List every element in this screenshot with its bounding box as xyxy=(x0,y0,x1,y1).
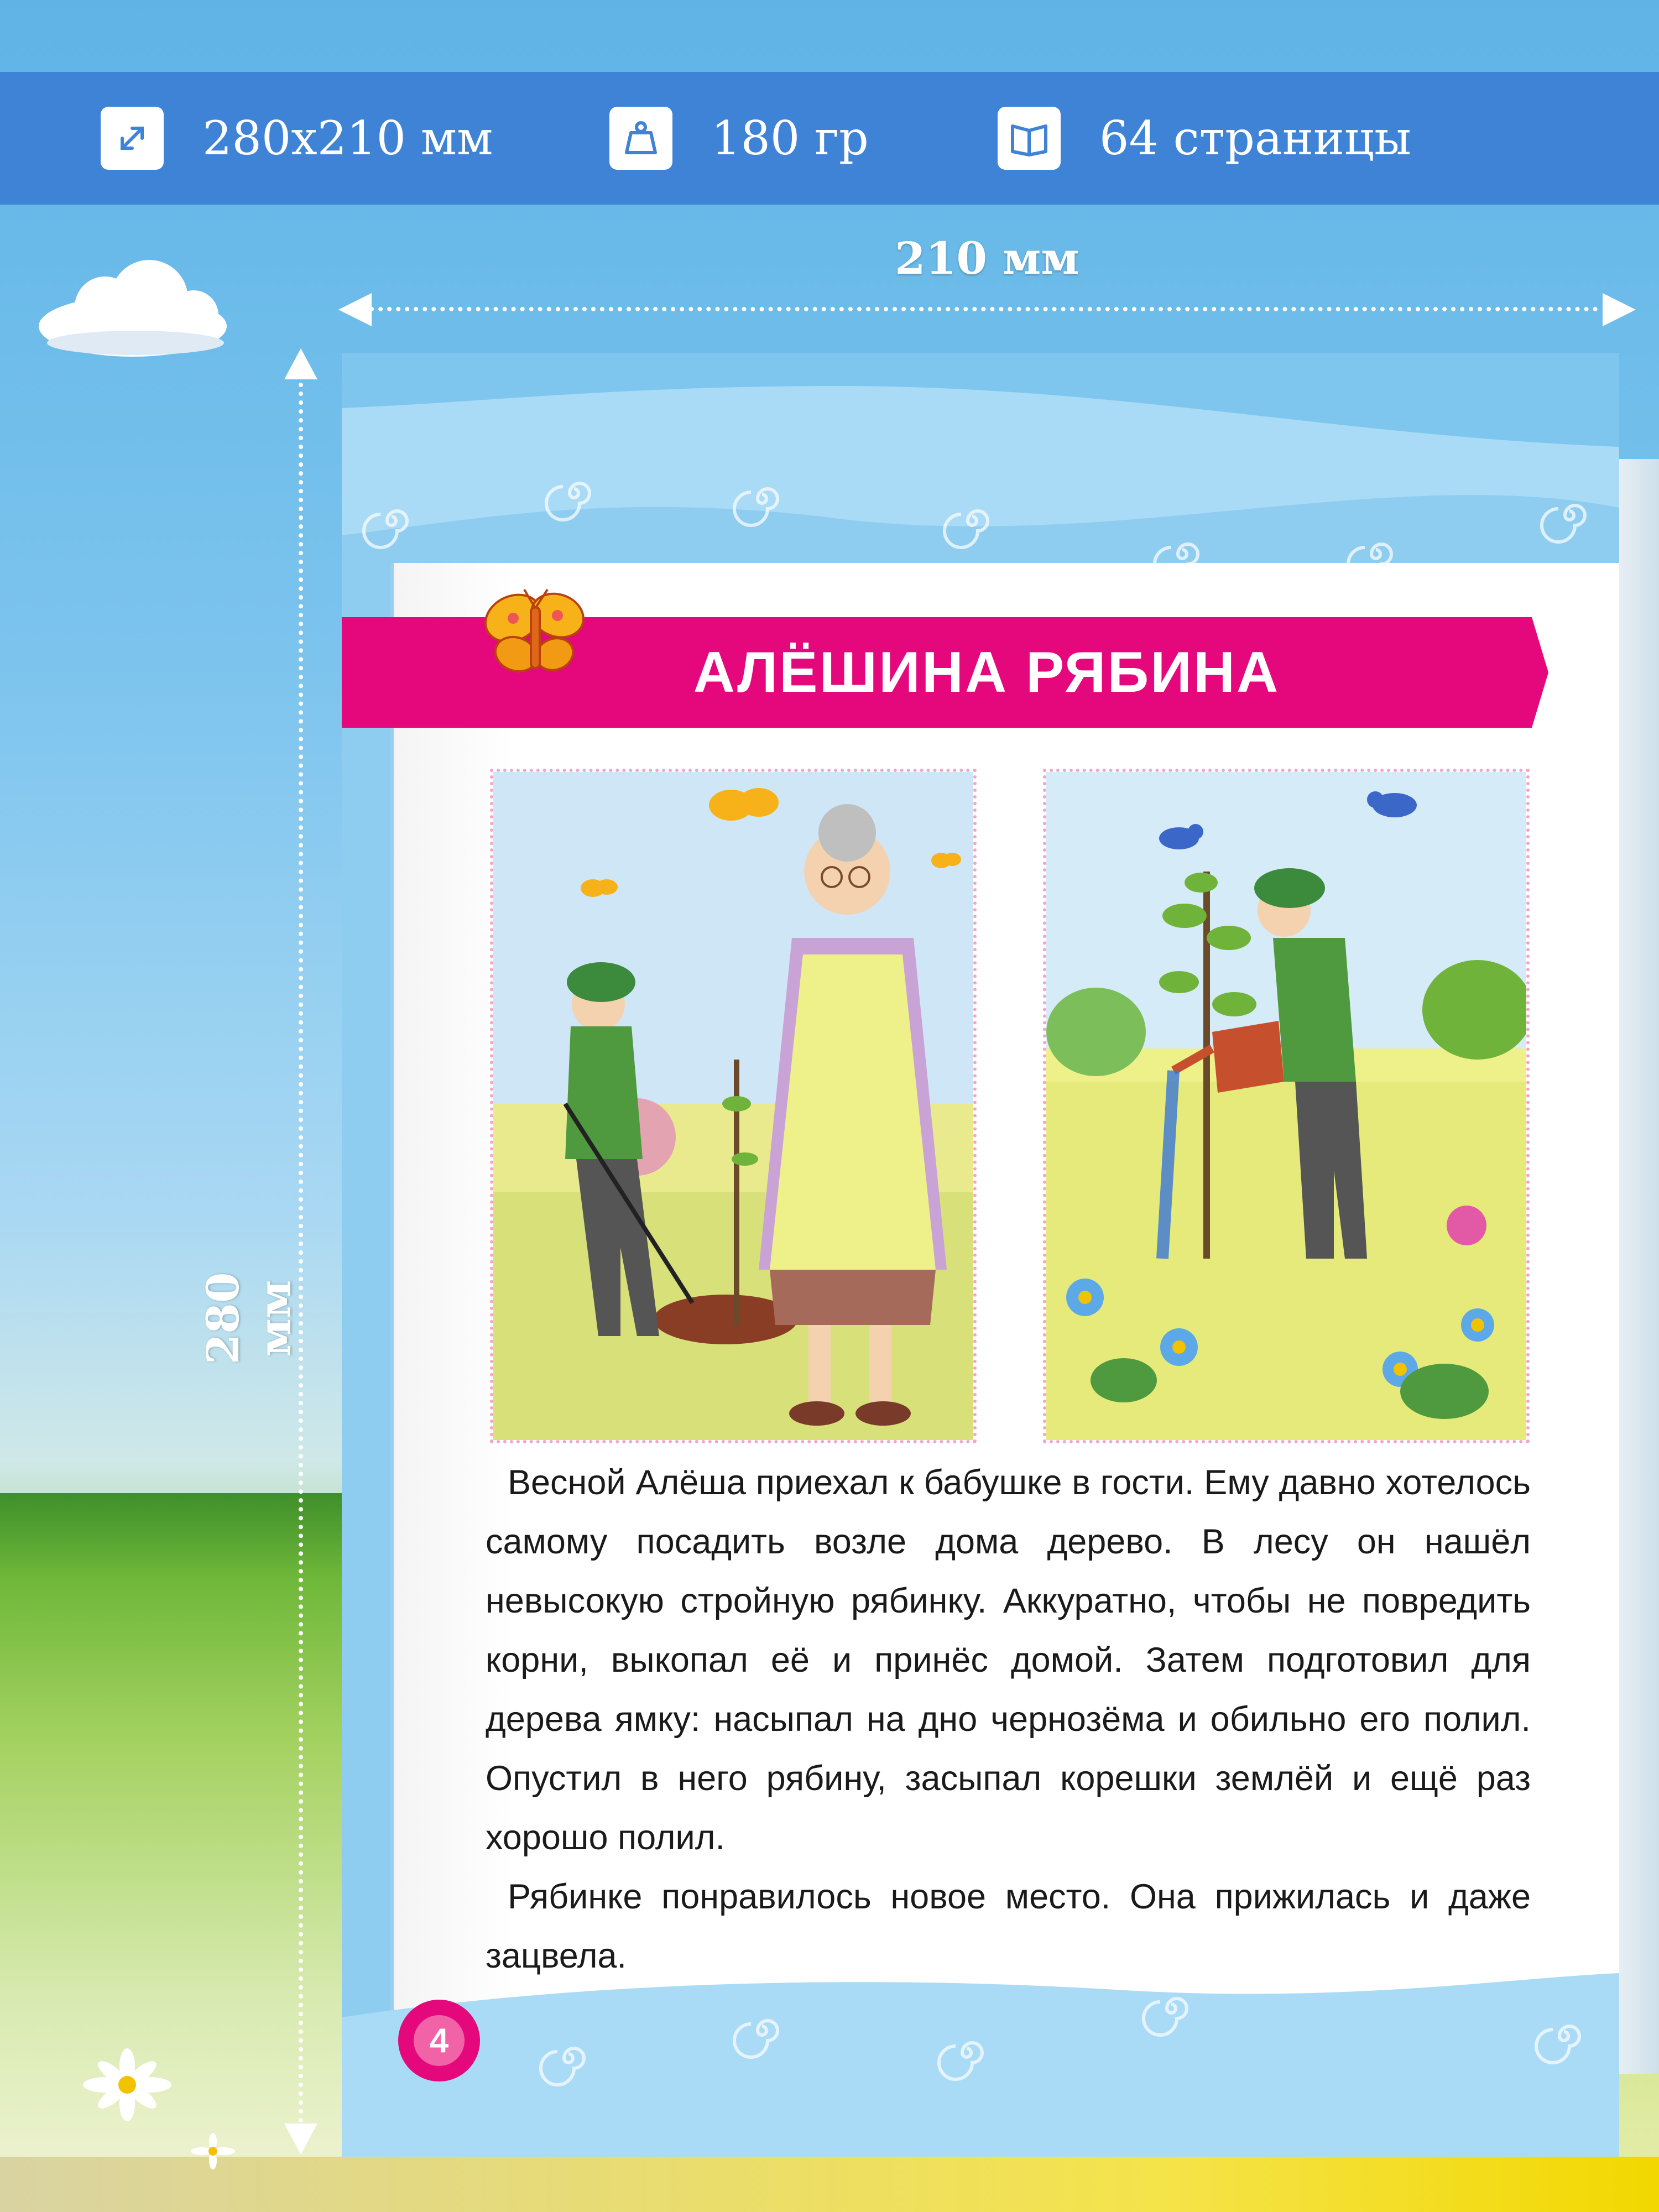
story-paragraph: Весной Алёша приехал к бабушке в гости. Ему давно хотелось самому посадить возле дома дерево. В лесу он нашёл невысокую стройную рябинку. Аккуратно, чтобы не повредить корни, выкопал её и принёс домой. Затем подготовил для дерева ямку: насыпал на дно чернозёма и обильно его полил. Опустил в него рябину, засыпал корешки землёй и ещё раз хорошо полил. xyxy=(486,1463,1531,1857)
swirl-decoration xyxy=(1149,519,1215,585)
arrow-up-icon xyxy=(284,348,317,379)
height-dimension-label: 280 мм xyxy=(197,1272,301,1365)
width-dimension-line xyxy=(343,307,1598,311)
swirl-decoration xyxy=(541,458,607,524)
boy-and-grandmother-planting-illustration xyxy=(490,769,977,1443)
story-text xyxy=(486,1453,1531,1986)
swirl-decoration xyxy=(939,486,1005,552)
next-page-edge xyxy=(1619,459,1659,2074)
butterfly-icon xyxy=(480,585,591,685)
arrow-right-icon xyxy=(1603,293,1636,326)
swirl-decoration xyxy=(358,486,425,552)
size-text: 280x210 мм xyxy=(202,111,493,165)
size-info xyxy=(101,72,493,205)
story-paragraph: Рябинке понравилось новое место. Она прижилась и даже зацвела. xyxy=(486,1877,1531,1975)
arrow-left-icon xyxy=(338,293,372,326)
width-dimension-label: 210 мм xyxy=(895,232,1079,284)
open-book-icon xyxy=(998,107,1061,170)
swirl-decoration xyxy=(1531,2001,1597,2067)
resize-arrows-icon xyxy=(101,107,164,170)
swirl-decoration xyxy=(535,2023,602,2089)
book-page xyxy=(342,353,1619,2157)
weight-text: 180 гр xyxy=(711,111,869,165)
arrow-down-icon xyxy=(284,2124,317,2154)
pages-text: 64 страницы xyxy=(1099,111,1411,165)
page-title: АЛЁШИНА РЯБИНА xyxy=(693,640,1280,705)
swirl-decoration xyxy=(729,463,795,530)
daisy-flowers-decoration xyxy=(72,2046,260,2179)
pages-info xyxy=(998,72,1411,205)
swirl-decoration xyxy=(729,1995,795,2062)
page-spine-line xyxy=(390,563,394,2012)
boy-watering-tree-illustration xyxy=(1043,769,1530,1443)
product-info-bar xyxy=(0,72,1659,205)
page-number: 4 xyxy=(414,2015,465,2066)
swirl-decoration xyxy=(1343,519,1409,585)
page-number-badge xyxy=(398,2000,480,2081)
swirl-decoration xyxy=(1536,480,1603,546)
swirl-decoration xyxy=(933,2017,1000,2084)
weight-info xyxy=(609,72,869,205)
title-band-tip xyxy=(1532,617,1548,728)
weight-icon xyxy=(609,107,672,170)
cloud-decoration xyxy=(39,260,232,359)
